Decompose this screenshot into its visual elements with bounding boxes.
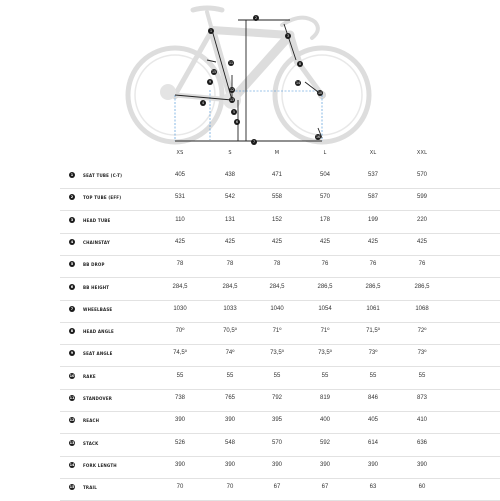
- diagram-marker: [208, 28, 214, 34]
- row-number-badge: 9: [70, 351, 74, 356]
- diagram-marker: [229, 87, 235, 93]
- cell-value: 504: [319, 172, 330, 178]
- cell-value: 71º: [272, 328, 282, 335]
- diagram-marker: [229, 97, 235, 103]
- cell-value: 587: [367, 194, 378, 201]
- cell-value: 570: [319, 194, 330, 201]
- row-label: SEAT TUBE (C-T): [83, 173, 123, 178]
- table-row: [60, 389, 500, 412]
- cell-value: 78: [273, 261, 281, 268]
- cell-value: 131: [224, 216, 235, 223]
- table-row: [60, 344, 500, 367]
- frame-silhouette: [160, 8, 322, 109]
- cell-value: 55: [321, 372, 329, 379]
- cell-value: 67: [321, 484, 329, 491]
- row-label: HEAD ANGLE: [83, 329, 114, 335]
- cell-value: 1068: [415, 305, 429, 312]
- cell-value: 410: [416, 417, 427, 424]
- cell-value: 71º: [320, 328, 330, 335]
- cell-value: 537: [367, 172, 378, 178]
- svg-text:14: 14: [295, 81, 301, 86]
- svg-text:8: 8: [298, 62, 302, 67]
- row-number-badge: 14: [69, 462, 75, 467]
- row-number-badge: 2: [70, 195, 74, 200]
- svg-text:7: 7: [252, 140, 256, 145]
- cell-value: 570: [271, 439, 282, 446]
- cell-value: 1033: [223, 305, 237, 312]
- row-number-badge: 13: [69, 440, 75, 445]
- svg-text:15: 15: [211, 70, 217, 75]
- row-number-badge: 12: [69, 418, 75, 423]
- size-header-l: L: [323, 150, 327, 156]
- cell-value: 592: [319, 439, 330, 446]
- table-row: [60, 300, 500, 323]
- cell-value: 76: [321, 261, 329, 268]
- cell-value: 599: [416, 194, 427, 201]
- row-label: CHAINSTAY: [83, 239, 110, 245]
- svg-text:5: 5: [232, 110, 236, 115]
- cell-value: 471: [271, 172, 282, 178]
- cell-value: 78: [176, 261, 184, 268]
- svg-text:4: 4: [201, 101, 205, 106]
- diagram-marker: [317, 90, 323, 96]
- cell-value: 636: [416, 439, 427, 446]
- row-label: TOP TUBE (EFF): [83, 195, 122, 201]
- cell-value: 873: [416, 395, 427, 401]
- cell-value: 526: [174, 439, 185, 446]
- cell-value: 284,5: [172, 283, 188, 290]
- diagram-marker: [200, 100, 206, 106]
- diagram-marker: [315, 134, 321, 140]
- cell-value: 152: [271, 216, 282, 223]
- row-number-badge: 3: [70, 217, 74, 222]
- cell-value: 63: [369, 484, 377, 491]
- svg-text:12: 12: [229, 88, 235, 93]
- table-row: [60, 456, 500, 479]
- cell-value: 220: [416, 216, 427, 223]
- diagram-marker: [234, 119, 240, 125]
- cell-value: 425: [319, 238, 330, 245]
- table-row: [60, 278, 500, 301]
- row-number-badge: 7: [70, 306, 74, 311]
- table-row: [60, 211, 500, 234]
- cell-value: 738: [174, 395, 185, 401]
- cell-value: 1040: [270, 305, 284, 312]
- cell-value: 425: [367, 238, 378, 245]
- cell-value: 67: [273, 484, 281, 491]
- row-number-badge: 15: [69, 485, 75, 490]
- cell-value: 55: [176, 372, 184, 379]
- diagram-marker: [211, 69, 217, 75]
- cell-value: 199: [367, 216, 378, 223]
- diagram-marker: [228, 60, 234, 66]
- cell-value: 70,5º: [223, 328, 237, 335]
- cell-value: 542: [224, 194, 235, 201]
- size-header-xl: XL: [369, 150, 377, 156]
- cell-value: 390: [367, 461, 378, 468]
- diagram-marker: [297, 61, 303, 67]
- svg-text:1: 1: [209, 29, 213, 34]
- row-number-badge: 5: [70, 262, 74, 267]
- row-label: RAKE: [83, 373, 96, 379]
- cell-value: 55: [226, 372, 234, 379]
- cell-value: 284,5: [269, 283, 285, 290]
- row-label: FORK LENGTH: [83, 462, 117, 468]
- cell-value: 73º: [417, 350, 427, 357]
- cell-value: 390: [224, 417, 235, 424]
- cell-value: 1030: [173, 305, 187, 312]
- table-row: [60, 322, 500, 345]
- cell-value: 425: [416, 238, 427, 245]
- row-label: BB HEIGHT: [83, 284, 110, 290]
- diagram-marker: [253, 15, 259, 21]
- cell-value: 55: [418, 372, 426, 379]
- size-header-xxl: XXL: [416, 150, 428, 156]
- cell-value: 438: [224, 172, 235, 178]
- svg-text:2: 2: [254, 16, 258, 21]
- cell-value: 76: [418, 261, 426, 268]
- diagram-marker: [251, 139, 257, 145]
- cell-value: 178: [319, 216, 330, 223]
- cell-value: 819: [319, 395, 330, 401]
- cell-value: 425: [224, 238, 235, 245]
- cell-value: 55: [273, 372, 281, 379]
- row-label: TRAIL: [83, 485, 97, 491]
- diagram-marker: [285, 33, 291, 39]
- cell-value: 405: [174, 172, 185, 178]
- cell-value: 390: [416, 461, 427, 468]
- cell-value: 531: [174, 194, 185, 201]
- svg-text:13: 13: [229, 98, 235, 103]
- row-label: REACH: [83, 418, 100, 424]
- cell-value: 1061: [366, 305, 380, 312]
- size-header-m: M: [274, 150, 280, 156]
- cell-value: 405: [367, 417, 378, 424]
- cell-value: 286,5: [365, 283, 381, 290]
- svg-text:11: 11: [228, 61, 234, 66]
- row-label: STANDOVER: [83, 396, 113, 401]
- cell-value: 548: [224, 439, 235, 446]
- row-label: WHEELBASE: [83, 306, 113, 312]
- cell-value: 110: [175, 216, 185, 223]
- svg-text:9: 9: [208, 80, 212, 85]
- cell-value: 425: [174, 238, 185, 245]
- cell-value: 570: [416, 172, 427, 178]
- cell-value: 74º: [225, 350, 235, 357]
- row-number-badge: 10: [69, 373, 75, 378]
- cell-value: 425: [271, 238, 282, 245]
- row-label: SEAT ANGLE: [83, 351, 113, 357]
- cell-value: 286,5: [414, 283, 430, 290]
- cell-value: 73,5º: [318, 350, 332, 357]
- table-row: [60, 255, 500, 278]
- cell-value: 76: [369, 261, 377, 268]
- svg-text:3: 3: [286, 34, 290, 39]
- row-number-badge: 11: [69, 396, 75, 400]
- diagram-marker: [295, 80, 301, 86]
- row-number-badge: 6: [70, 284, 74, 289]
- cell-value: 73º: [368, 350, 378, 357]
- cell-value: 558: [271, 194, 282, 201]
- size-header-xs: XS: [176, 150, 184, 156]
- table-row: [60, 411, 500, 434]
- cell-value: 55: [369, 372, 377, 379]
- cell-value: 390: [174, 417, 185, 424]
- cell-value: 71,5º: [366, 328, 380, 335]
- size-header-row: [60, 150, 500, 162]
- cell-value: 70: [176, 484, 184, 491]
- row-number-badge: 8: [70, 329, 74, 334]
- row-label: STACK: [83, 440, 99, 446]
- cell-value: 73,5º: [270, 350, 284, 357]
- cell-value: 70: [226, 484, 234, 491]
- cell-value: 74,5º: [173, 350, 187, 357]
- cell-value: 70º: [175, 328, 185, 335]
- cell-value: 792: [271, 395, 282, 401]
- row-number-badge: 4: [70, 239, 74, 244]
- cell-value: 78: [226, 261, 234, 268]
- table-row: [60, 166, 500, 189]
- table-row: [60, 367, 500, 390]
- cell-value: 390: [319, 461, 330, 468]
- cell-value: 284,5: [222, 283, 238, 290]
- cell-value: 72º: [417, 328, 427, 335]
- bike-geometry-diagram: [0, 0, 500, 150]
- cell-value: 400: [319, 417, 330, 424]
- cell-value: 765: [224, 395, 235, 401]
- cell-value: 614: [367, 439, 378, 446]
- row-number-badge: 1: [70, 173, 74, 177]
- table-row: [60, 188, 500, 211]
- size-header-s: S: [228, 150, 232, 156]
- table-row: [60, 233, 500, 256]
- cell-value: 390: [224, 461, 235, 468]
- diagram-marker: [231, 109, 237, 115]
- svg-text:6: 6: [235, 120, 239, 125]
- table-row: [60, 478, 500, 501]
- cell-value: 846: [367, 395, 378, 401]
- cell-value: 390: [174, 461, 185, 468]
- table-row: [60, 434, 500, 457]
- row-label: HEAD TUBE: [83, 217, 111, 223]
- cell-value: 1054: [318, 305, 332, 312]
- diagram-marker: [207, 79, 213, 85]
- cell-value: 286,5: [317, 283, 333, 290]
- cell-value: 60: [418, 484, 426, 491]
- cell-value: 390: [271, 461, 282, 468]
- row-label: BB DROP: [83, 262, 105, 268]
- svg-text:10: 10: [317, 91, 323, 96]
- cell-value: 395: [271, 417, 282, 424]
- svg-text:16: 16: [315, 135, 321, 140]
